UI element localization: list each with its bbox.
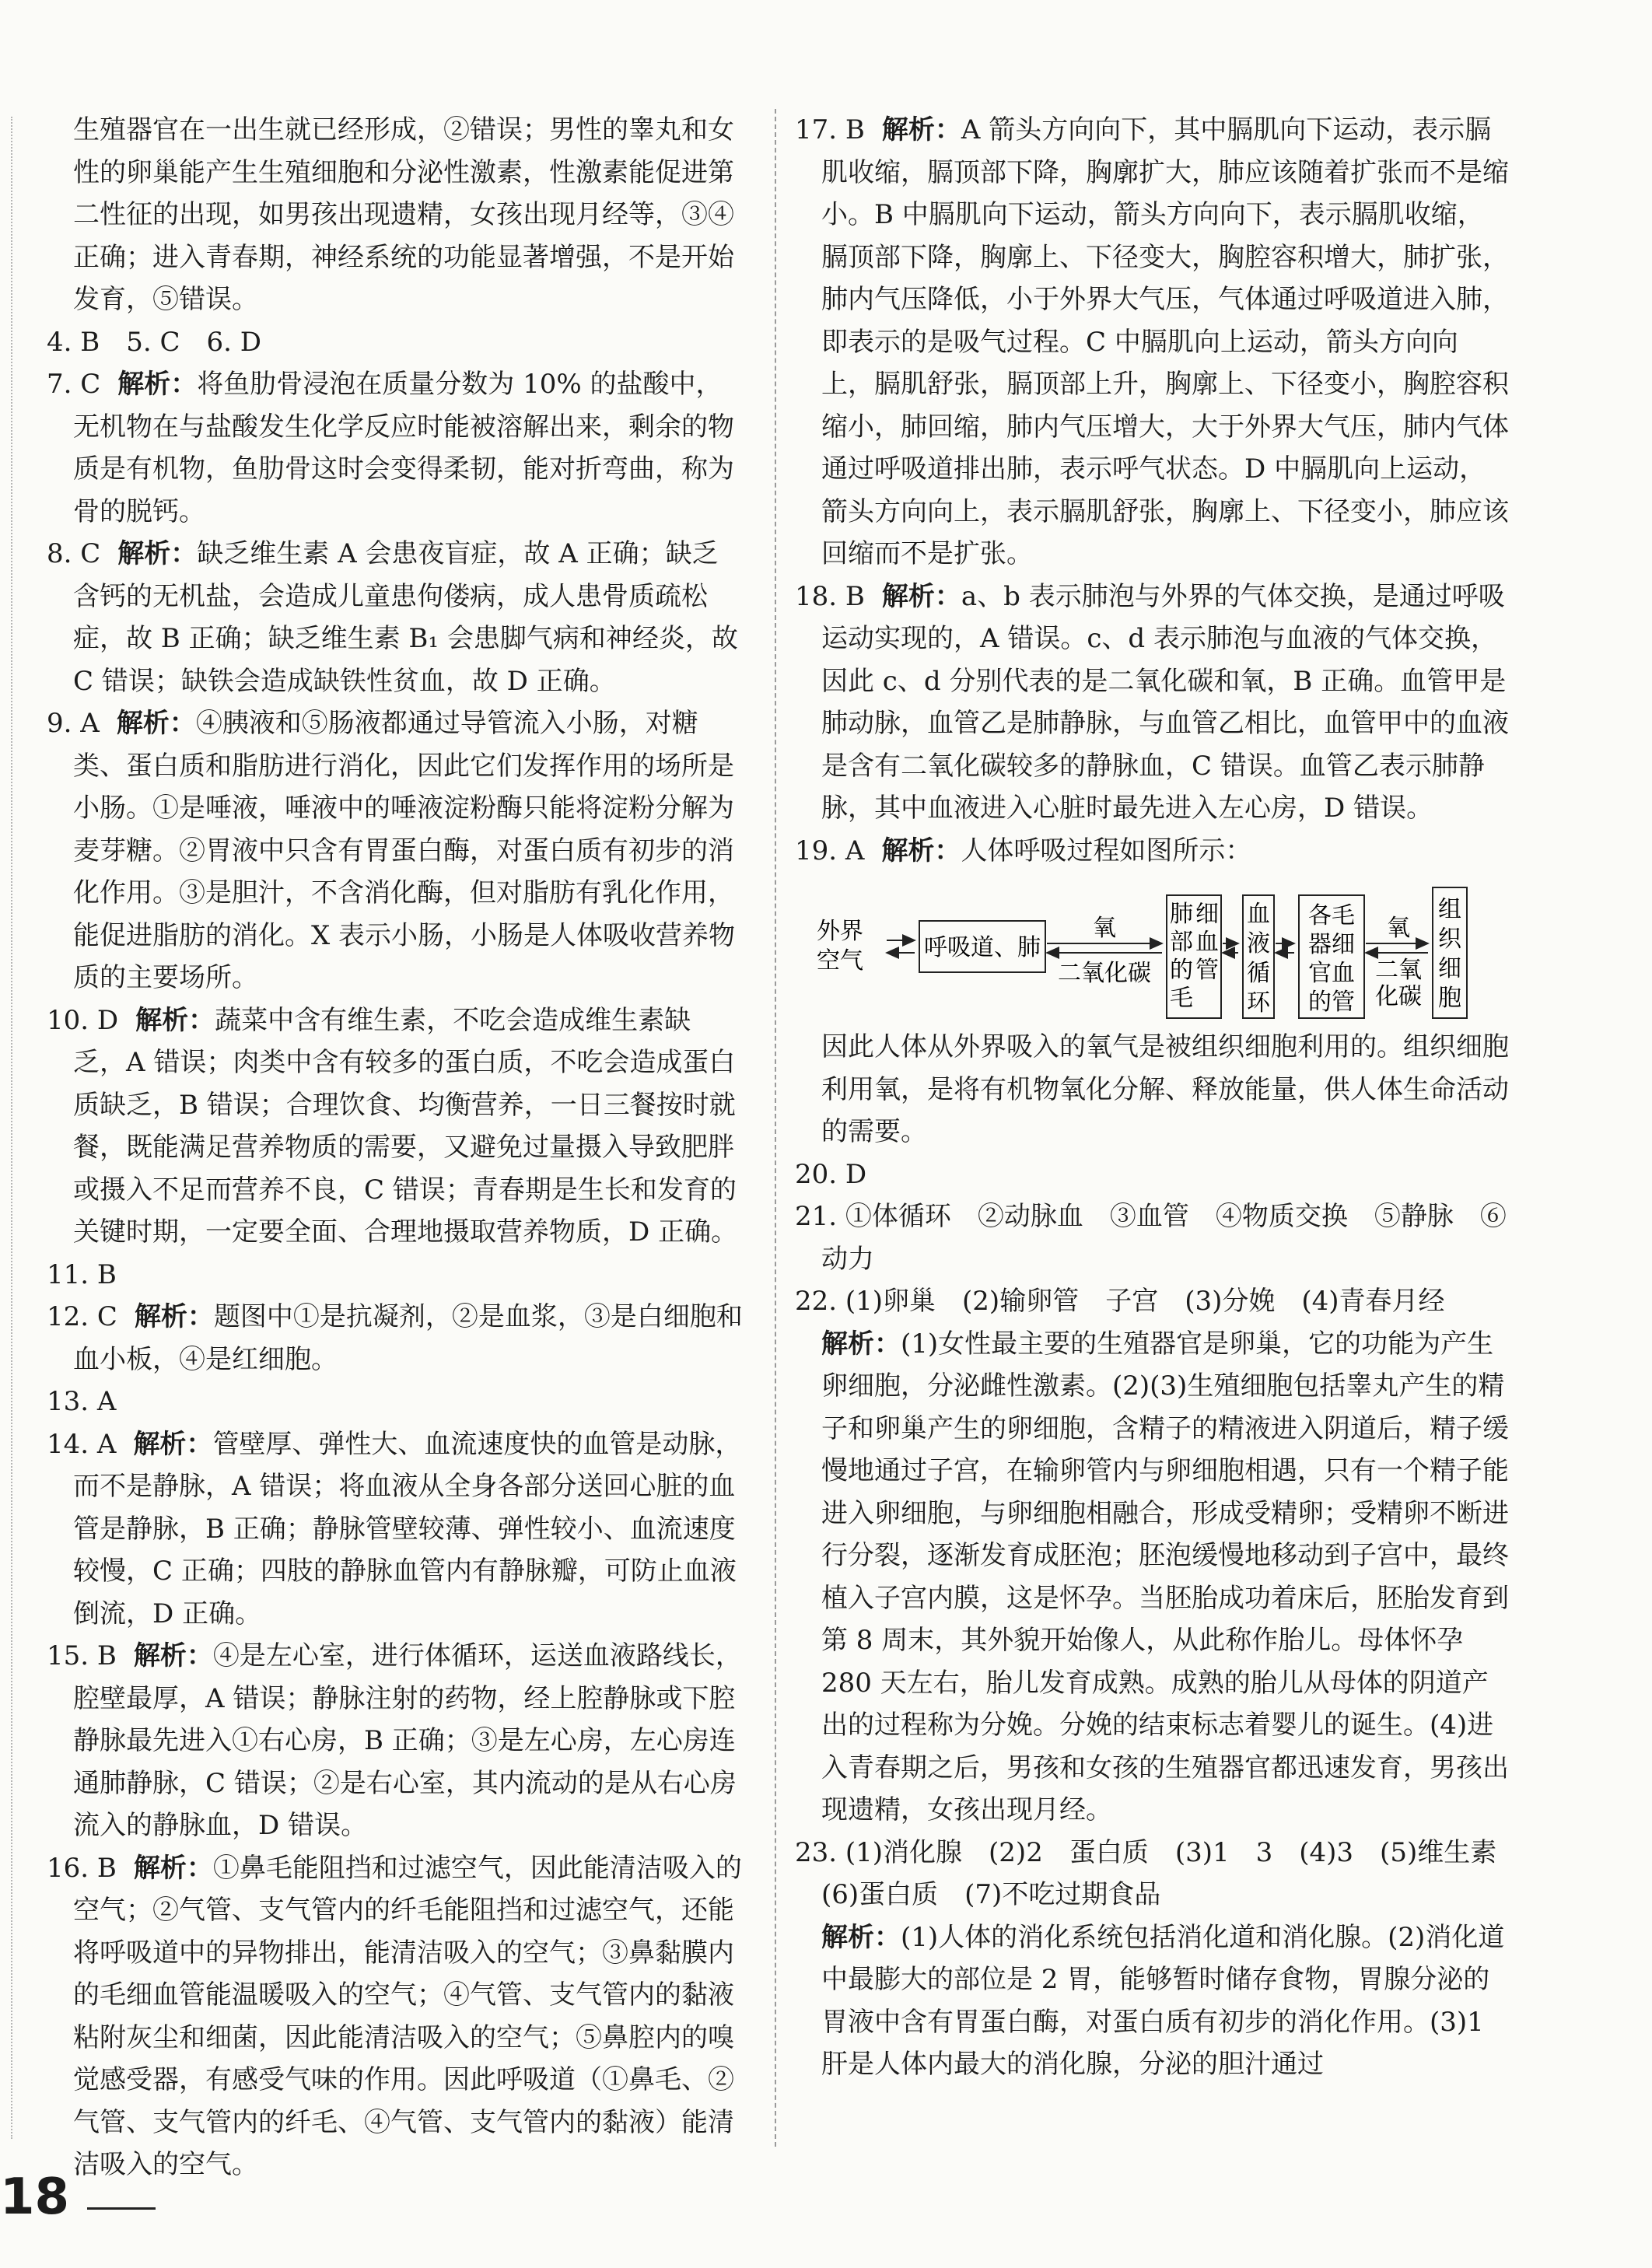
answer-item (47, 1635, 743, 1847)
answer-text: 管壁厚、弹性大、血流速度快的血管是动脉，而不是静脉，A 错误；将血液从全身各部分送回心脏的血管是静脉，B 正确；静脉管壁较薄、弹性较小、血流速度较慢，C 正确；四肢的静脉血管内有静脉瓣，可防止血液倒流，D 正确。 (73, 1428, 742, 1629)
diagram-tissue-capillary-text (1308, 902, 1355, 1016)
page-number: 18 (0, 2168, 70, 2226)
outside-air-label (817, 918, 863, 975)
answer-number: 7. C (47, 369, 101, 400)
diagram-text-line: 的 (1170, 957, 1193, 984)
right-column-top (795, 109, 1509, 872)
answer-text: 23. (1)消化腺 (2)2 蛋白质 (3)1 3 (4)3 (5)维生素 (6)蛋白质 (7)不吃过期食品 (795, 1836, 1524, 1910)
answer-text: 因此人体从外界吸入的氧气是被组织细胞利用的。组织细胞利用氧，是将有机物氧化分解、释放能量，供人体生命活动的需要。 (821, 1031, 1509, 1147)
analysis-label: 解析： (881, 835, 961, 866)
answer-number: 9. A (47, 708, 100, 739)
diagram-text-line: 液 (1247, 930, 1270, 957)
answer-item (795, 1026, 1509, 1153)
diagram-vertical-text (1170, 901, 1193, 1012)
diagram-text-line: 的管 (1308, 989, 1355, 1016)
answer-item (795, 109, 1509, 576)
diagram-text-line: 组 (1438, 896, 1461, 923)
answer-item (795, 1832, 1524, 1916)
answer-text: 21. ①体循环 ②动脉血 ③血管 ④物质交换 ⑤静脉 ⑥动力 (795, 1201, 1507, 1275)
co2-label-1: 二氧化碳 (1058, 960, 1151, 987)
analysis-label: 解析： (821, 1921, 901, 1953)
analysis-label: 解析： (133, 1428, 213, 1460)
answer-text: 人体呼吸过程如图所示： (961, 835, 1252, 866)
answer-item (795, 1195, 1509, 1280)
oxygen-label-2: 氧 (1387, 915, 1410, 942)
diagram-text-line: 细 (1438, 955, 1461, 982)
diagram-text-line: 化碳 (1375, 983, 1422, 1010)
diagram-vertical-text (1247, 901, 1271, 1017)
diagram-vertical-text (1195, 901, 1219, 984)
answer-item (795, 1323, 1509, 1832)
answer-item (795, 830, 1509, 873)
airway-label: 呼吸道、肺 (924, 934, 1041, 961)
answer-text: ①鼻毛能阻挡和过滤空气，因此能清洁吸入的空气；②气管、支气管内的纤毛能阻挡和过滤空气，还能将呼吸道中的异物排出，能清洁吸入的空气；③鼻黏膜内的毛细血管能温暖吸入的空气；④气管、支气管内的黏液粘附灰尘和细菌，因此能清洁吸入的空气；⑤鼻腔内的嗅觉感受器，有感受气味的作用。因此呼吸道（①鼻毛、②气管、支气管内的纤毛、④气管、支气管内的黏液）能清洁吸入的空气。 (73, 1852, 742, 2180)
answer-text: ④胰液和⑤肠液都通过导管流入小肠，对糖类、蛋白质和脂肪进行消化，因此它们发挥作用的场所是小肠。①是唾液，唾液中的唾液淀粉酶只能将淀粉分解为麦芽糖。②胃液中只含有胃蛋白酶，对蛋白质有初步的消化作用。③是胆汁，不含消化酶，但对脂肪有乳化作用，能促进脂肪的消化。X 表示小肠，小肠是人体吸收营养物质的主要场所。 (73, 708, 736, 993)
right-column-bottom (795, 1026, 1524, 2086)
diagram-text-line: 织 (1438, 926, 1461, 953)
diagram-text-line: 二氧 (1375, 957, 1422, 984)
answer-item (795, 1916, 1509, 2086)
diagram-text-line: 外界 (817, 918, 863, 945)
answer-number: 17. B (795, 114, 865, 145)
answer-item (795, 1153, 1509, 1196)
analysis-label: 解析： (117, 538, 198, 569)
respiration-diagram (795, 878, 1509, 1020)
diagram-text-line: 血 (1247, 901, 1270, 928)
tissue-capillary-label (1308, 902, 1355, 1016)
left-column (47, 109, 743, 2186)
diagram-text-line: 官血 (1308, 960, 1355, 987)
answer-number: 15. B (47, 1640, 117, 1671)
analysis-label: 解析： (134, 1301, 214, 1332)
answer-item (47, 999, 743, 1254)
analysis-label: 解析： (133, 1852, 213, 1884)
diagram-text-line: 器细 (1308, 931, 1355, 958)
answer-number: 18. B (795, 580, 865, 612)
answer-text: 缺乏维生素 A 会患夜盲症，故 A 正确；缺乏含钙的无机盐，会造成儿童患佝偻病，成人患骨质疏松症，故 B 正确；缺乏维生素 B₁ 会患脚气病和神经炎，故 C 错误；缺铁会造成缺铁性贫血，故 D 正确。 (73, 538, 738, 697)
diagram-text-line: 肺 (1170, 901, 1193, 928)
diagram-vertical-text (1438, 896, 1462, 1012)
answer-item (47, 1381, 743, 1423)
diagram-text-line: 循 (1247, 960, 1270, 987)
diagram-co2-text (1375, 957, 1422, 1010)
answer-text: 蔬菜中含有维生素，不吃会造成维生素缺乏，A 错误；肉类中含有较多的蛋白质，不吃会造成蛋白质缺乏，B 错误；合理饮食、均衡营养，一日三餐按时就餐，既能满足营养物质的需要，又避免过量摄入导致肥胖或摄入不足而营养不良，C 错误；青春期是生长和发育的关键时期，一定要全面、合理地摄取营养物质，D 正确。 (73, 1004, 738, 1248)
diagram-text-line: 细 (1195, 901, 1219, 928)
answer-number: 12. C (47, 1301, 117, 1332)
answer-number: 8. C (47, 538, 101, 569)
diagram-text-line: 环 (1247, 989, 1270, 1017)
oxygen-label-1: 氧 (1093, 915, 1116, 942)
right-column (795, 109, 1524, 2086)
answer-number: 10. D (47, 1004, 119, 1036)
answer-item (47, 1423, 743, 1636)
answer-item (47, 109, 743, 321)
analysis-label: 解析： (133, 1640, 213, 1671)
answer-text: 将鱼肋骨浸泡在质量分数为 10% 的盐酸中，无机物在与盐酸发生化学反应时能被溶解出来，剩余的物质是有机物，鱼肋骨这时会变得柔韧，能对折弯曲，称为骨的脱钙。 (73, 369, 734, 527)
lung-capillary-label (1170, 901, 1219, 1012)
answer-text: 4. B 5. C 6. D (47, 326, 262, 358)
diagram-text-line: 各毛 (1308, 902, 1355, 929)
answer-text: A 箭头方向向下，其中膈肌向下运动，表示膈肌收缩，膈顶部下降，胸廓扩大，肺应该随着扩张而不是缩小。B 中膈肌向下运动，箭头方向向下，表示膈肌收缩，膈顶部下降，胸廓上、下径变大，胸腔容积增大，肺扩张，肺内气压降低，小于外界大气压，气体通过呼吸道进入肺，即表示的是吸气过程。C 中膈肌向上运动，箭头方向向上，膈肌舒张，膈顶部上升，胸廓上、下径变小，胸腔容积缩小，肺回缩，肺内气压增大，大于外界大气压，肺内气体通过呼吸道排出肺，表示呼气状态。D 中膈肌向上运动，箭头方向向上，表示膈肌舒张，胸廓上、下径变小，肺应该回缩而不是扩张。 (821, 114, 1509, 569)
answer-number: 16. B (47, 1852, 117, 1884)
answer-item (47, 702, 743, 999)
answer-item (47, 363, 743, 533)
answer-text: 13. A (47, 1386, 117, 1417)
answer-text: 题图中①是抗凝剂，②是血浆，③是白细胞和血小板，④是红细胞。 (73, 1301, 743, 1375)
blood-circulation-label (1247, 901, 1271, 1017)
answer-item (47, 533, 743, 702)
answer-text: 生殖器官在一出生就已经形成，②错误；男性的睾丸和女性的卵巢能产生生殖细胞和分泌性激素，性激素能促进第二性征的出现，如男孩出现遗精，女孩出现月经等，③④正确；进入青春期，神经系统的功能显著增强，不是开始发育，⑤错误。 (73, 114, 734, 315)
analysis-label: 解析： (135, 1004, 215, 1036)
analysis-label: 解析： (881, 114, 961, 145)
answer-text: (1)人体的消化系统包括消化道和消化腺。(2)消化道中最膨大的部位是 2 胃，能够暂时储存食物，胃腺分泌的胃液中含有胃蛋白酶，对蛋白质有初步的消化作用。(3)1 肝是人体内最大的消化腺，分泌的胆汁通过 (821, 1921, 1505, 2080)
co2-label-2 (1375, 957, 1422, 1010)
analysis-label: 解析： (881, 580, 961, 612)
answer-item (795, 1280, 1509, 1323)
analysis-label: 解析： (821, 1328, 901, 1360)
answer-item (47, 321, 743, 364)
diagram-text-line: 部 (1170, 929, 1193, 956)
analysis-label: 解析： (116, 708, 196, 739)
diagram-text-line: 毛 (1170, 985, 1193, 1012)
answer-number: 14. A (47, 1428, 117, 1460)
diagram-text-line: 管 (1195, 957, 1219, 984)
diagram-text-line: 胞 (1438, 985, 1461, 1012)
tissue-cell-label (1438, 896, 1462, 1012)
answer-text: a、b 表示肺泡与外界的气体交换，是通过呼吸运动实现的，A 错误。c、d 表示肺泡与血液的气体交换，因此 c、d 分别代表的是二氧化碳和氧，B 正确。血管甲是肺动脉，血管乙是肺静脉，与血管乙相比，血管甲中的血液是含有二氧化碳较多的静脉血，C 错误。血管乙表示肺静脉，其中血液进入心脏时最先进入左心房，D 错误。 (821, 580, 1509, 824)
answer-item (47, 1254, 743, 1297)
page-number-rule (87, 2207, 156, 2210)
answer-item (795, 576, 1509, 830)
column-divider (775, 109, 776, 2147)
analysis-label: 解析： (117, 369, 198, 400)
answer-text: 20. D (795, 1158, 867, 1190)
answer-text: 22. (1)卵巢 (2)输卵管 子宫 (3)分娩 (4)青春月经 (795, 1286, 1445, 1317)
page-edge-dots (11, 117, 12, 2139)
answer-text: 11. B (47, 1258, 117, 1290)
diagram-text-line: 空气 (817, 947, 863, 975)
diagram-text-line: 血 (1195, 929, 1219, 956)
answer-text: ④是左心室，进行体循环，运送血液路线长，腔壁最厚，A 错误；静脉注射的药物，经上腔静脉或下腔静脉最先进入①右心房，B 正确；③是左心房，左心房连通肺静脉，C 错误；②是右心室，其内流动的是从右心房流入的静脉血，D 错误。 (73, 1640, 742, 1841)
answer-text: (1)女性最主要的生殖器官是卵巢，它的功能为产生卵细胞，分泌雌性激素。(2)(3)生殖细胞包括睾丸产生的精子和卵巢产生的卵细胞，含精子的精液进入阴道后，精子缓慢地通过子宫，在输卵管内与卵细胞相遇，只有一个精子能进入卵细胞，与卵细胞相融合，形成受精卵；受精卵不断进行分裂，逐渐发育成胚泡；胚泡缓慢地移动到子宫中，最终植入子宫内膜，这是怀孕。当胚胎成功着床后，胚胎发育到第 8 周末，其外貌开始像人，从此称作胎儿。母体怀孕 280 天左右，胎儿发育成熟。成熟的胎儿从母体的阴道产出的过程称为分娩。分娩的结束标志着婴儿的诞生。(4)进入青春期之后，男孩和女孩的生殖器官都迅速发育，男孩出现遗精，女孩出现月经。 (821, 1328, 1509, 1825)
answer-number: 19. A (795, 835, 865, 866)
answer-item (47, 1847, 743, 2186)
answer-item (47, 1296, 743, 1381)
respiration-diagram-svg (795, 878, 1509, 1020)
